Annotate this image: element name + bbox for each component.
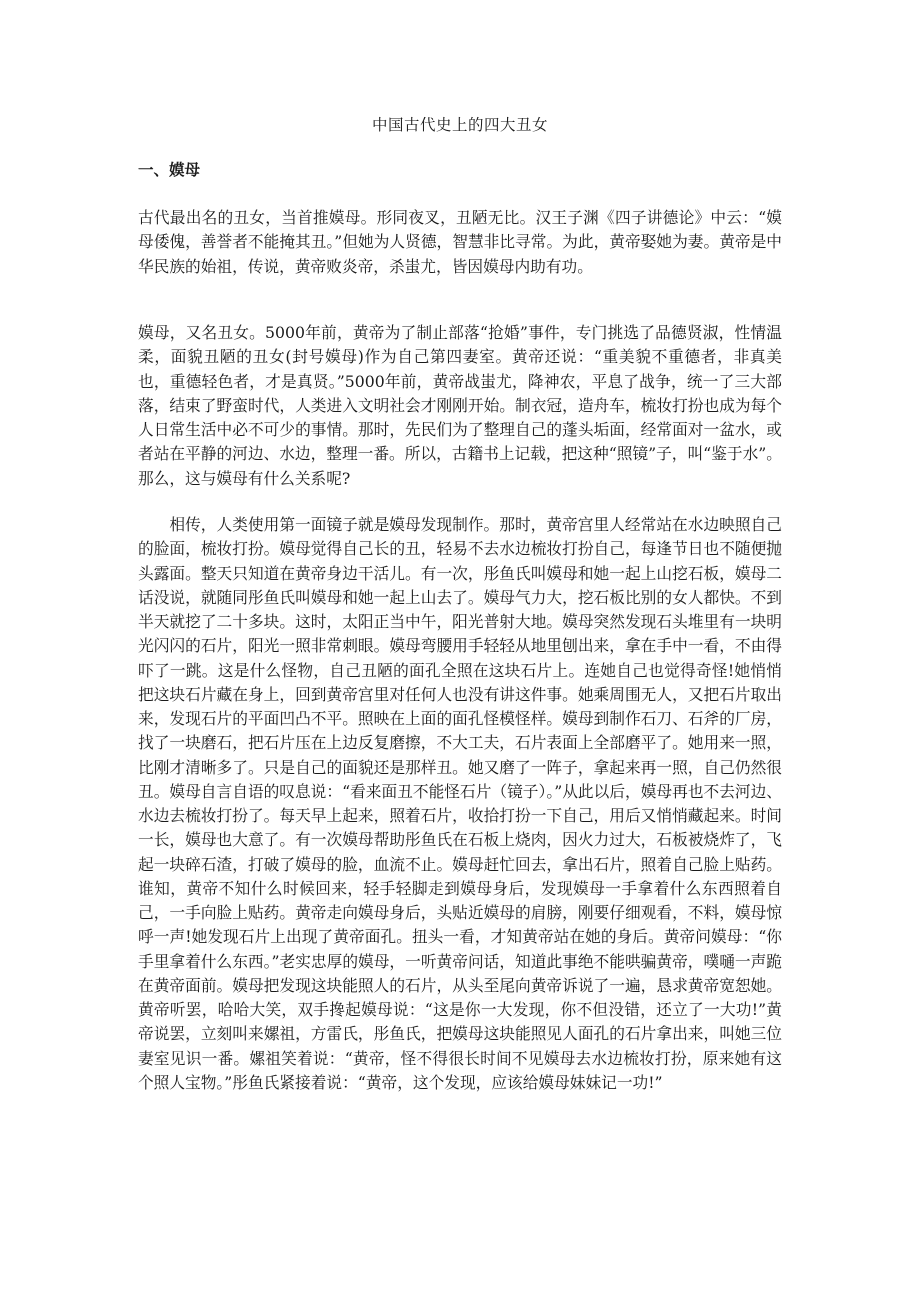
section-heading: 一、嫫母 <box>138 161 201 179</box>
paragraph-intro: 古代最出名的丑女，当首推嫫母。形同夜叉，丑陋无比。汉王子渊《四子讲德论》中云：“嫫母倭傀，善誉者不能掩其丑。”但她为人贤德，智慧非比寻常。为此，黄帝娶她为妻。黄帝是中华民族的始祖，传说，黄帝败炎帝，杀蚩尤，皆因嫫母内助有功。 <box>138 208 782 276</box>
paragraph-background: 嫫母，又名丑女。5000年前，黄帝为了制止部落“抢婚”事件，专门挑选了品德贤淑，性情温柔，面貌丑陋的丑女(封号嫫母)作为自己第四妻室。黄帝还说：“重美貌不重德者，非真美也，重德轻色者，才是真贤。”5000年前，黄帝战蚩尤，降神农，平息了战争，统一了三大部落，结束了野蛮时代，人类进入文明社会才刚刚开始。制衣冠，造舟车，梳妆打扮也成为每个人日常生活中必不可少的事情。那时，先民们为了整理自己的蓬头垢面，经常面对一盆水，或者站在平静的河边、水边，整理一番。所以，古籍书上记载，把这种“照镜”子，叫“鉴于水”。那么，这与嫫母有什么关系呢? <box>138 323 782 488</box>
paragraph-legend: 相传，人类使用第一面镜子就是嫫母发现制作。那时，黄帝宫里人经常站在水边映照自己的脸面，梳妆打扮。嫫母觉得自己长的丑，轻易不去水边梳妆打扮自己，每逢节日也不随便抛头露面。整天只知道在黄帝身边干活儿。有一次，彤鱼氏叫嫫母和她一起上山挖石板，嫫母二话没说，就随同彤鱼氏叫嫫母和她一起上山去了。嫫母气力大，挖石板比别的女人都快。不到半天就挖了二十多块。这时，太阳正当中午，阳光普射大地。嫫母突然发现石头堆里有一块明光闪闪的石片，阳光一照非常刺眼。嫫母弯腰用手轻轻从地里刨出来，拿在手中一看，不由得吓了一跳。这是什么怪物，自己丑陋的面孔全照在这块石片上。连她自己也觉得奇怪!她悄悄把这块石片藏在身上，回到黄帝宫里对任何人也没有讲这件事。她乘周围无人，又把石片取出来，发现石片的平面凹凸不平。照映在上面的面孔怪模怪样。嫫母到制作石刀、石斧的厂房，找了一块磨石，把石片压在上边反复磨擦，不大工夫，石片表面上全部磨平了。她用来一照，比刚才清晰多了。只是自己的面貌还是那样丑。她又磨了一阵子，拿起来再一照，自己仍然很丑。嫫母自言自语的叹息说：“看来面丑不能怪石片（镜子）。”从此以后，嫫母再也不去河边、水边去梳妆打扮了。每天早上起来，照着石片，收拾打扮一下自己，用后又悄悄藏起来。时间一长，嫫母也大意了。有一次嫫母帮助彤鱼氏在石板上烧肉，因火力过大，石板被烧炸了，飞起一块碎石渣，打破了嫫母的脸，血流不止。嫫母赶忙回去，拿出石片，照着自己脸上贴药。谁知，黄帝不知什么时候回来，轻手轻脚走到嫫母身后，发现嫫母一手拿着什么东西照着自己，一手向脸上贴药。黄帝走向嫫母身后，头贴近嫫母的肩膀，刚要仔细观看，不料，嫫母惊呼一声!她发现石片上出现了黄帝面孔。扭头一看，才知黄帝站在她的身后。黄帝问嫫母：“你手里拿着什么东西。”老实忠厚的嫫母，一听黄帝问话，知道此事绝不能哄骗黄帝，噗嗵一声跪在黄帝面前。嫫母把发现这块能照人的石片，从头至尾向黄帝诉说了一遍，恳求黄帝宽恕她。黄帝听罢，哈哈大笑，双手搀起嫫母说：“这是你一大发现，你不但没错，还立了一大功!”黄帝说罢，立刻叫来嫘祖，方雷氏，彤鱼氏，把嫫母这块能照见人面孔的石片拿出来，叫她三位妻室见识一番。嫘祖笑着说：“黄帝，怪不得很长时间不见嫫母去水边梳妆打扮，原来她有这个照人宝物。”彤鱼氏紧接着说：“黄帝，这个发现，应该给嫫母妹妹记一功!” <box>138 515 782 1092</box>
document-title: 中国古代史上的四大丑女 <box>371 116 548 134</box>
